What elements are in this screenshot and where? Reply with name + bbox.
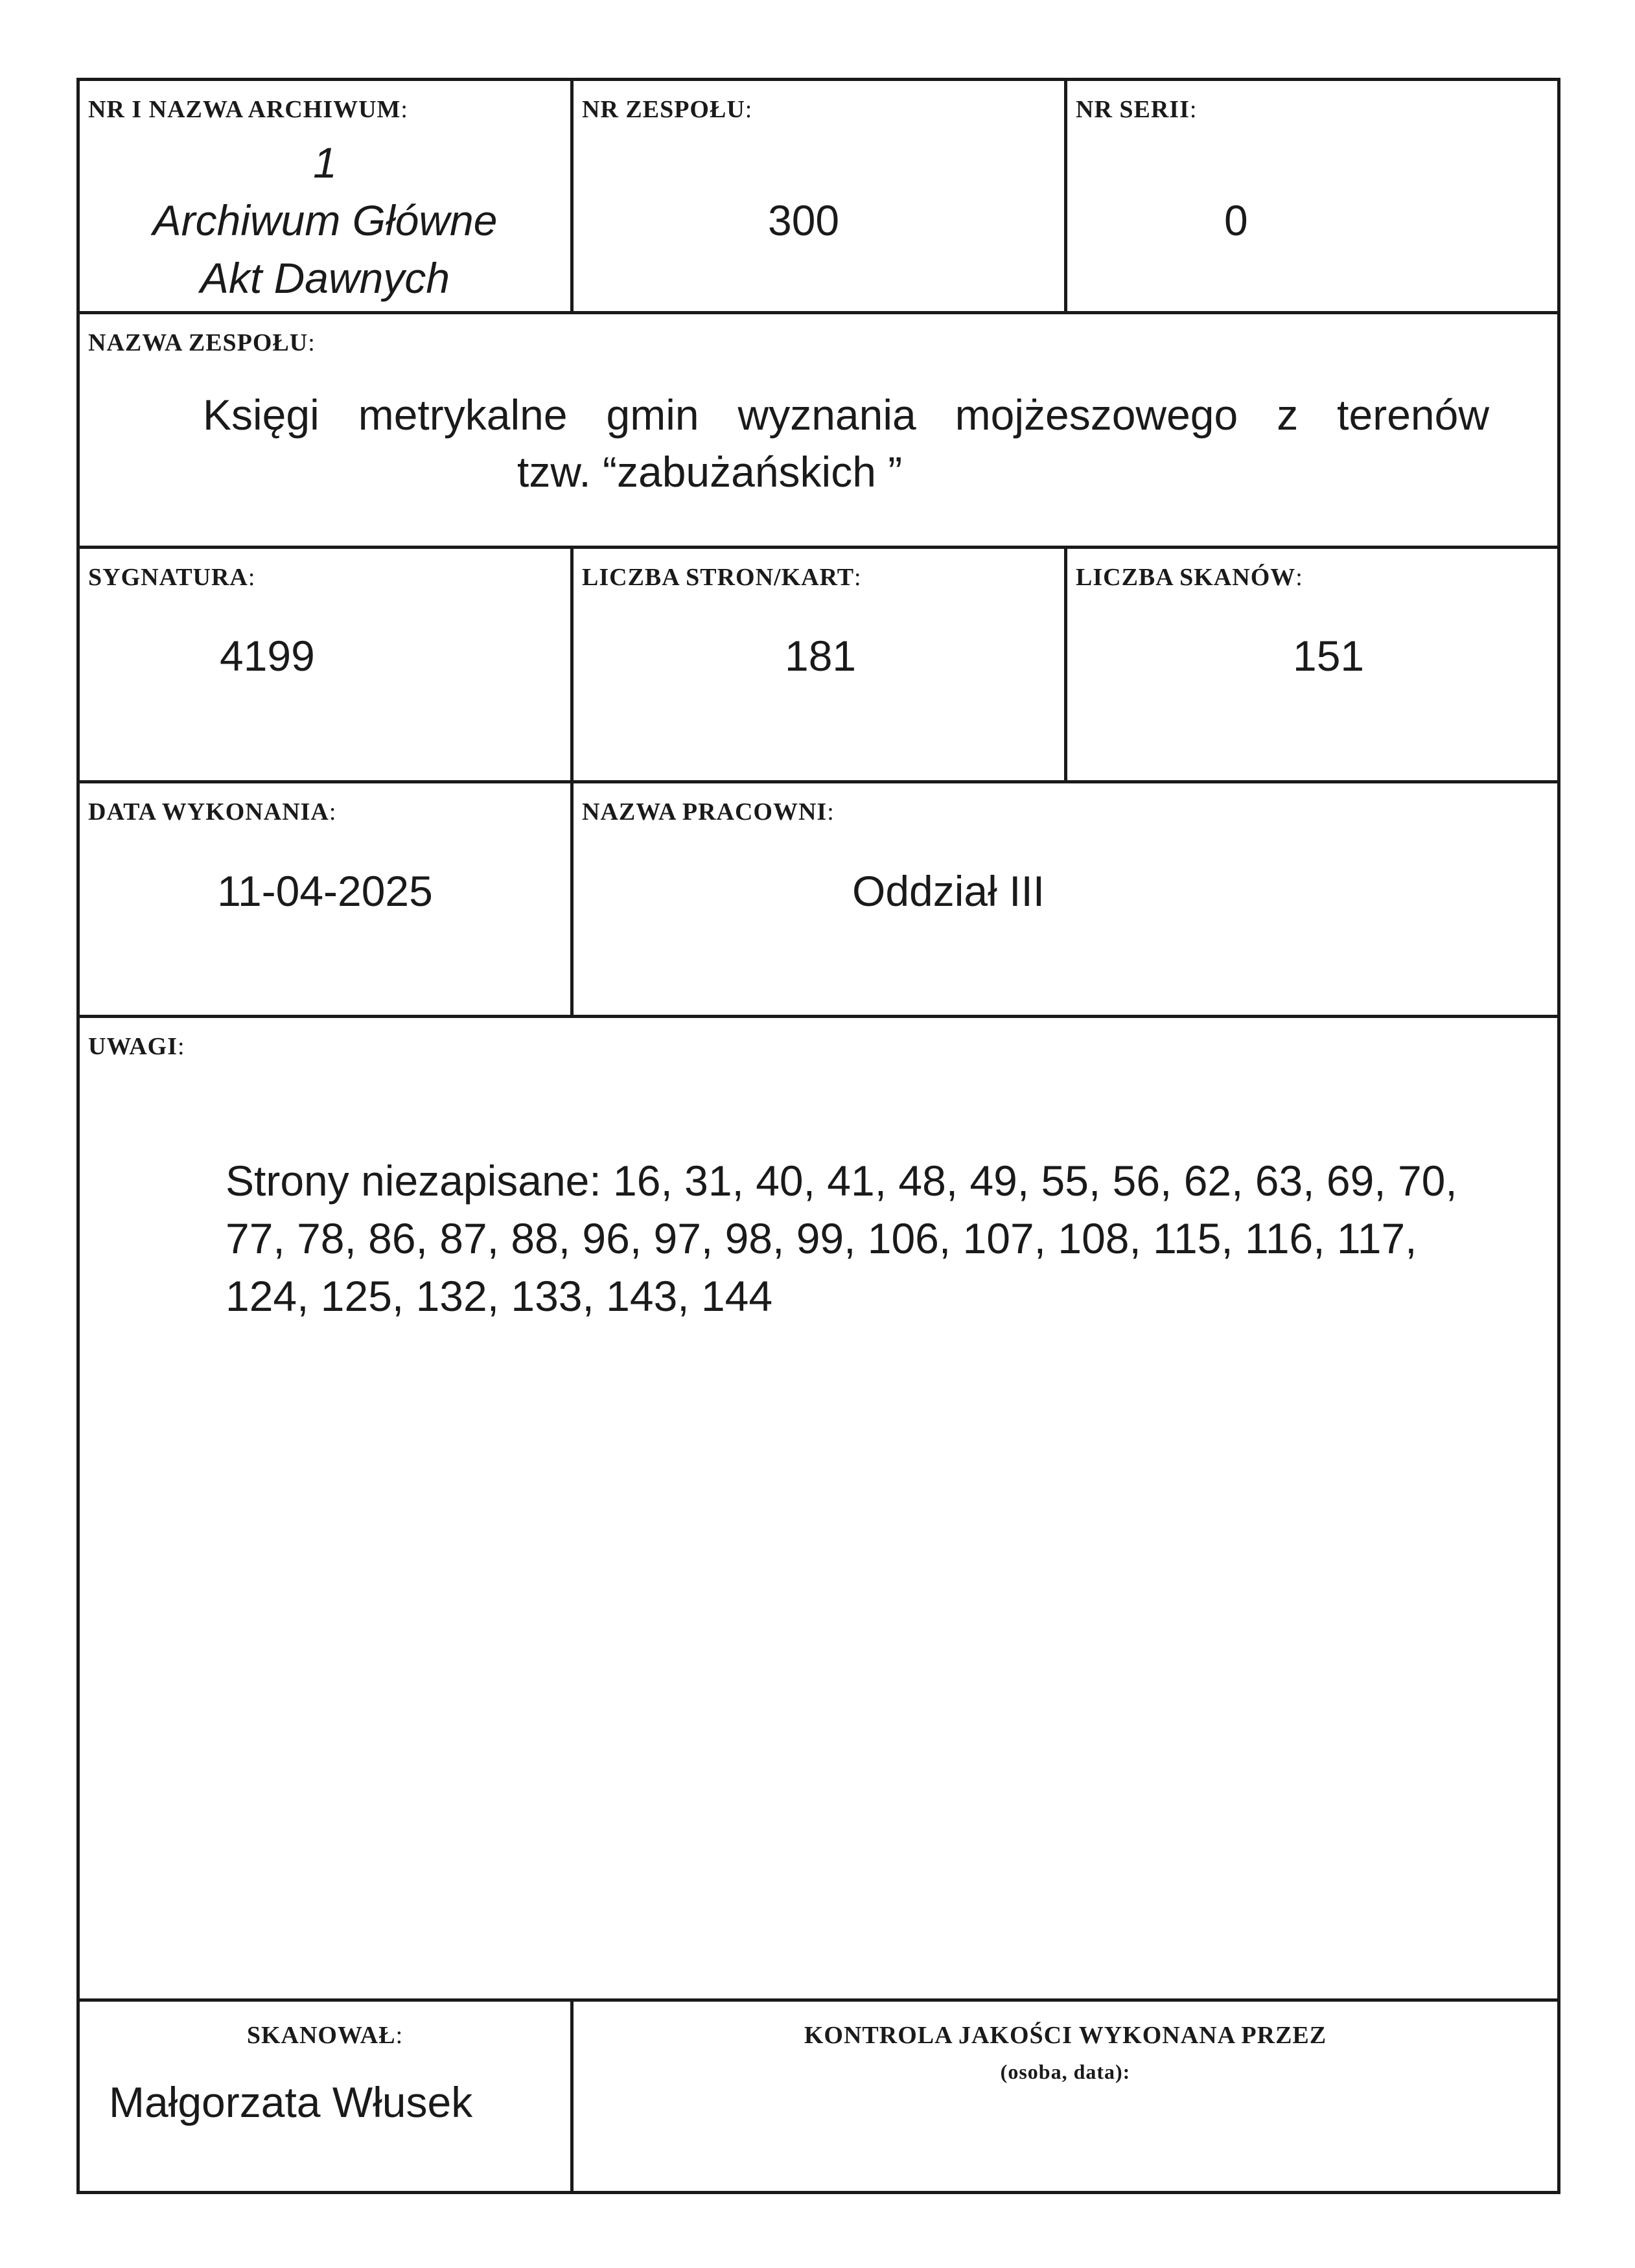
- quality-control-label: KONTROLA JAKOŚCI WYKONANA PRZEZ: [804, 2022, 1327, 2049]
- row-archive-fond-series: [80, 81, 1557, 314]
- signature-label: SYGNATURA:: [88, 564, 256, 591]
- fond-number-value: 300: [768, 196, 840, 244]
- scan-metadata-form: [76, 78, 1560, 2194]
- archive-cell: [80, 81, 574, 311]
- row-signature-counts: [80, 549, 1557, 783]
- remarks-cell: [80, 1018, 1557, 1998]
- row-signoff: [80, 2002, 1557, 2191]
- remarks-line1: Strony niezapisane: 16, 31, 40, 41, 48, 49, 55, 56, 62, 63, 69, 70,: [226, 1157, 1457, 1205]
- date-cell: [80, 783, 574, 1015]
- scan-count-cell: [1067, 549, 1557, 780]
- series-number-value: 0: [1224, 196, 1248, 244]
- date-value: 11-04-2025: [217, 867, 433, 915]
- archive-name-line2: Akt Dawnych: [200, 254, 450, 302]
- workshop-value: Oddział III: [852, 867, 1045, 915]
- fond-number-cell: [574, 81, 1067, 311]
- fond-name-line1: Księgi metrykalne gmin wyznania mojżeszowego z terenów: [203, 391, 1489, 439]
- signature-cell: [80, 549, 574, 780]
- page-count-label: LICZBA STRON/KART:: [582, 564, 862, 591]
- signature-value: 4199: [220, 632, 315, 680]
- remarks-line3: 124, 125, 132, 133, 143, 144: [226, 1272, 773, 1320]
- page-count-value: 181: [785, 632, 857, 680]
- fond-name-cell: [80, 314, 1557, 546]
- scanned-by-value: Małgorzata Włusek: [109, 2078, 473, 2126]
- row-date-workshop: [80, 783, 1557, 1018]
- archive-name-line1: Archiwum Główne: [152, 196, 498, 244]
- date-label: DATA WYKONANIA:: [88, 798, 337, 826]
- workshop-label: NAZWA PRACOWNI:: [582, 798, 835, 826]
- fond-name-line2: tzw. “zabużańskich ”: [517, 448, 903, 496]
- quality-control-sub-label: (osoba, data):: [1000, 2060, 1131, 2083]
- series-number-label: NR SERII:: [1076, 96, 1198, 123]
- fond-name-label: NAZWA ZESPOŁU:: [88, 329, 316, 356]
- fond-number-label: NR ZESPOŁU:: [582, 96, 753, 123]
- page-count-cell: [574, 549, 1067, 780]
- scan-count-value: 151: [1293, 632, 1365, 680]
- remarks-label: UWAGI:: [88, 1033, 185, 1060]
- workshop-cell: [574, 783, 1557, 1015]
- row-remarks: [80, 1018, 1557, 2002]
- scanned-by-label: SKANOWAŁ:: [246, 2022, 404, 2049]
- scanned-by-cell: [80, 2002, 574, 2191]
- row-fond-name: [80, 314, 1557, 549]
- remarks-line2: 77, 78, 86, 87, 88, 96, 97, 98, 99, 106, 107, 108, 115, 116, 117,: [226, 1214, 1417, 1262]
- archive-number: 1: [313, 139, 337, 187]
- quality-control-cell: [574, 2002, 1557, 2191]
- scan-count-label: LICZBA SKANÓW:: [1076, 564, 1303, 591]
- archive-label: NR I NAZWA ARCHIWUM:: [88, 96, 408, 123]
- series-number-cell: [1067, 81, 1557, 311]
